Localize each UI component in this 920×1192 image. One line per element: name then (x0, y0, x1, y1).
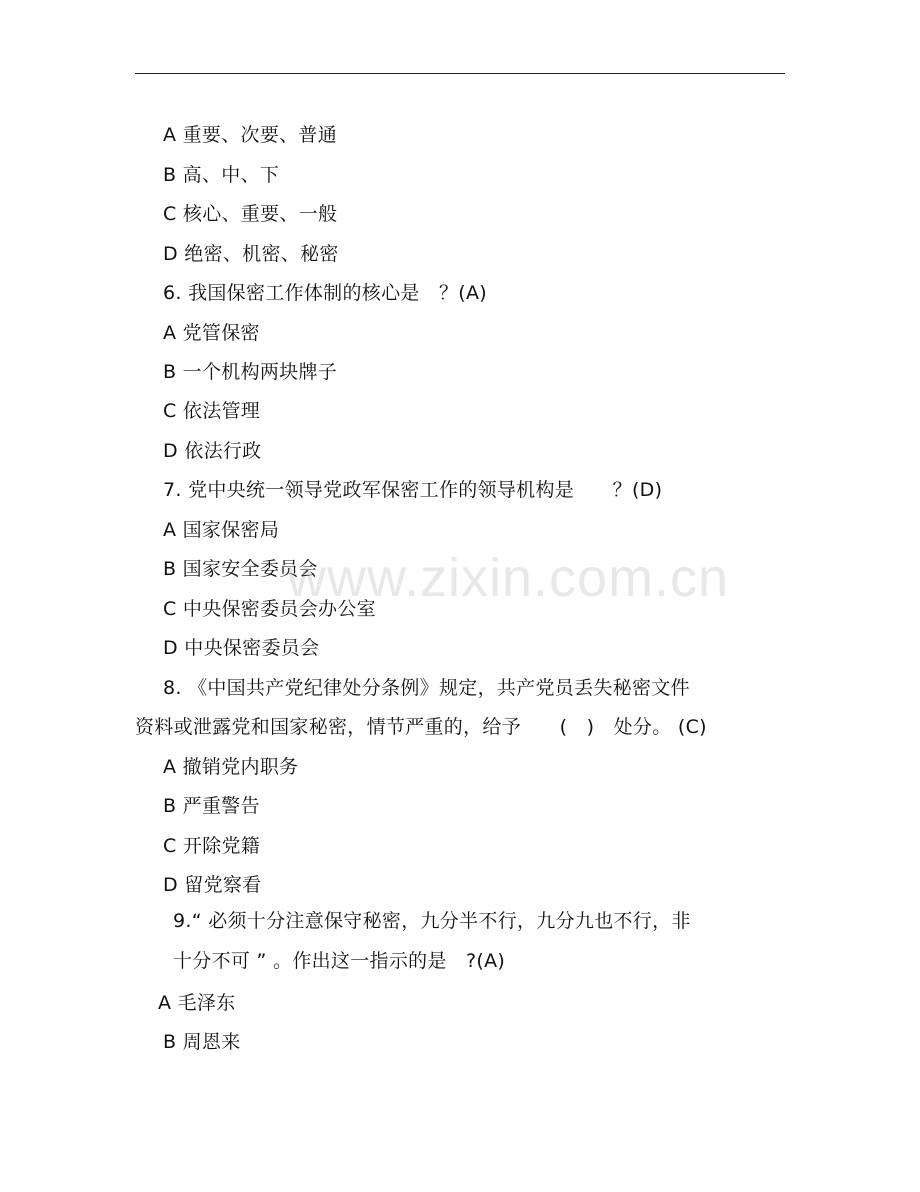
option-d-line: D 绝密、机密、秘密 (163, 243, 339, 265)
q6-option-d: D 依法行政 (163, 440, 262, 462)
option-b-line: B 高、中、下 (163, 164, 280, 186)
q6-option-c: C 依法管理 (163, 400, 261, 422)
q8-option-a: A 撤销党内职务 (163, 756, 299, 778)
question-8-line-2: 资料或泄露党和国家秘密，情节严重的，给予 ( ) 处分。 (C) (135, 716, 707, 738)
q6-option-a: A 党管保密 (163, 322, 260, 344)
option-a-line: A 重要、次要、普通 (163, 124, 338, 146)
q8-option-b: B 严重警告 (163, 795, 260, 817)
header-rule (135, 73, 785, 74)
question-9-line-1: 9.“ 必须十分注意保守秘密，九分半不行，九分九也不行，非 (173, 910, 691, 932)
question-9-line-2: 十分不可 ” 。作出这一指示的是 ?(A) (173, 950, 506, 972)
question-7: 7. 党中央统一领导党政军保密工作的领导机构是 ？(D) (163, 479, 663, 501)
site-watermark: www.zixin.com.cn (287, 548, 730, 608)
q8-option-c: C 开除党籍 (163, 835, 261, 857)
q7-option-c: C 中央保密委员会办公室 (163, 598, 376, 620)
q6-option-b: B 一个机构两块牌子 (163, 361, 338, 383)
q7-option-d: D 中央保密委员会 (163, 637, 320, 659)
question-8-line-1: 8. 《中国共产党纪律处分条例》规定，共产党员丢失秘密文件 (163, 677, 690, 699)
q8-option-d: D 留党察看 (163, 874, 262, 896)
q9-option-b: B 周恩来 (163, 1031, 241, 1053)
q7-option-b: B 国家安全委员会 (163, 558, 318, 580)
option-c-line: C 核心、重要、一般 (163, 203, 338, 225)
q7-option-a: A 国家保密局 (163, 519, 280, 541)
question-6: 6. 我国保密工作体制的核心是 ？(A) (163, 282, 487, 304)
q9-option-a: A 毛泽东 (158, 992, 236, 1014)
